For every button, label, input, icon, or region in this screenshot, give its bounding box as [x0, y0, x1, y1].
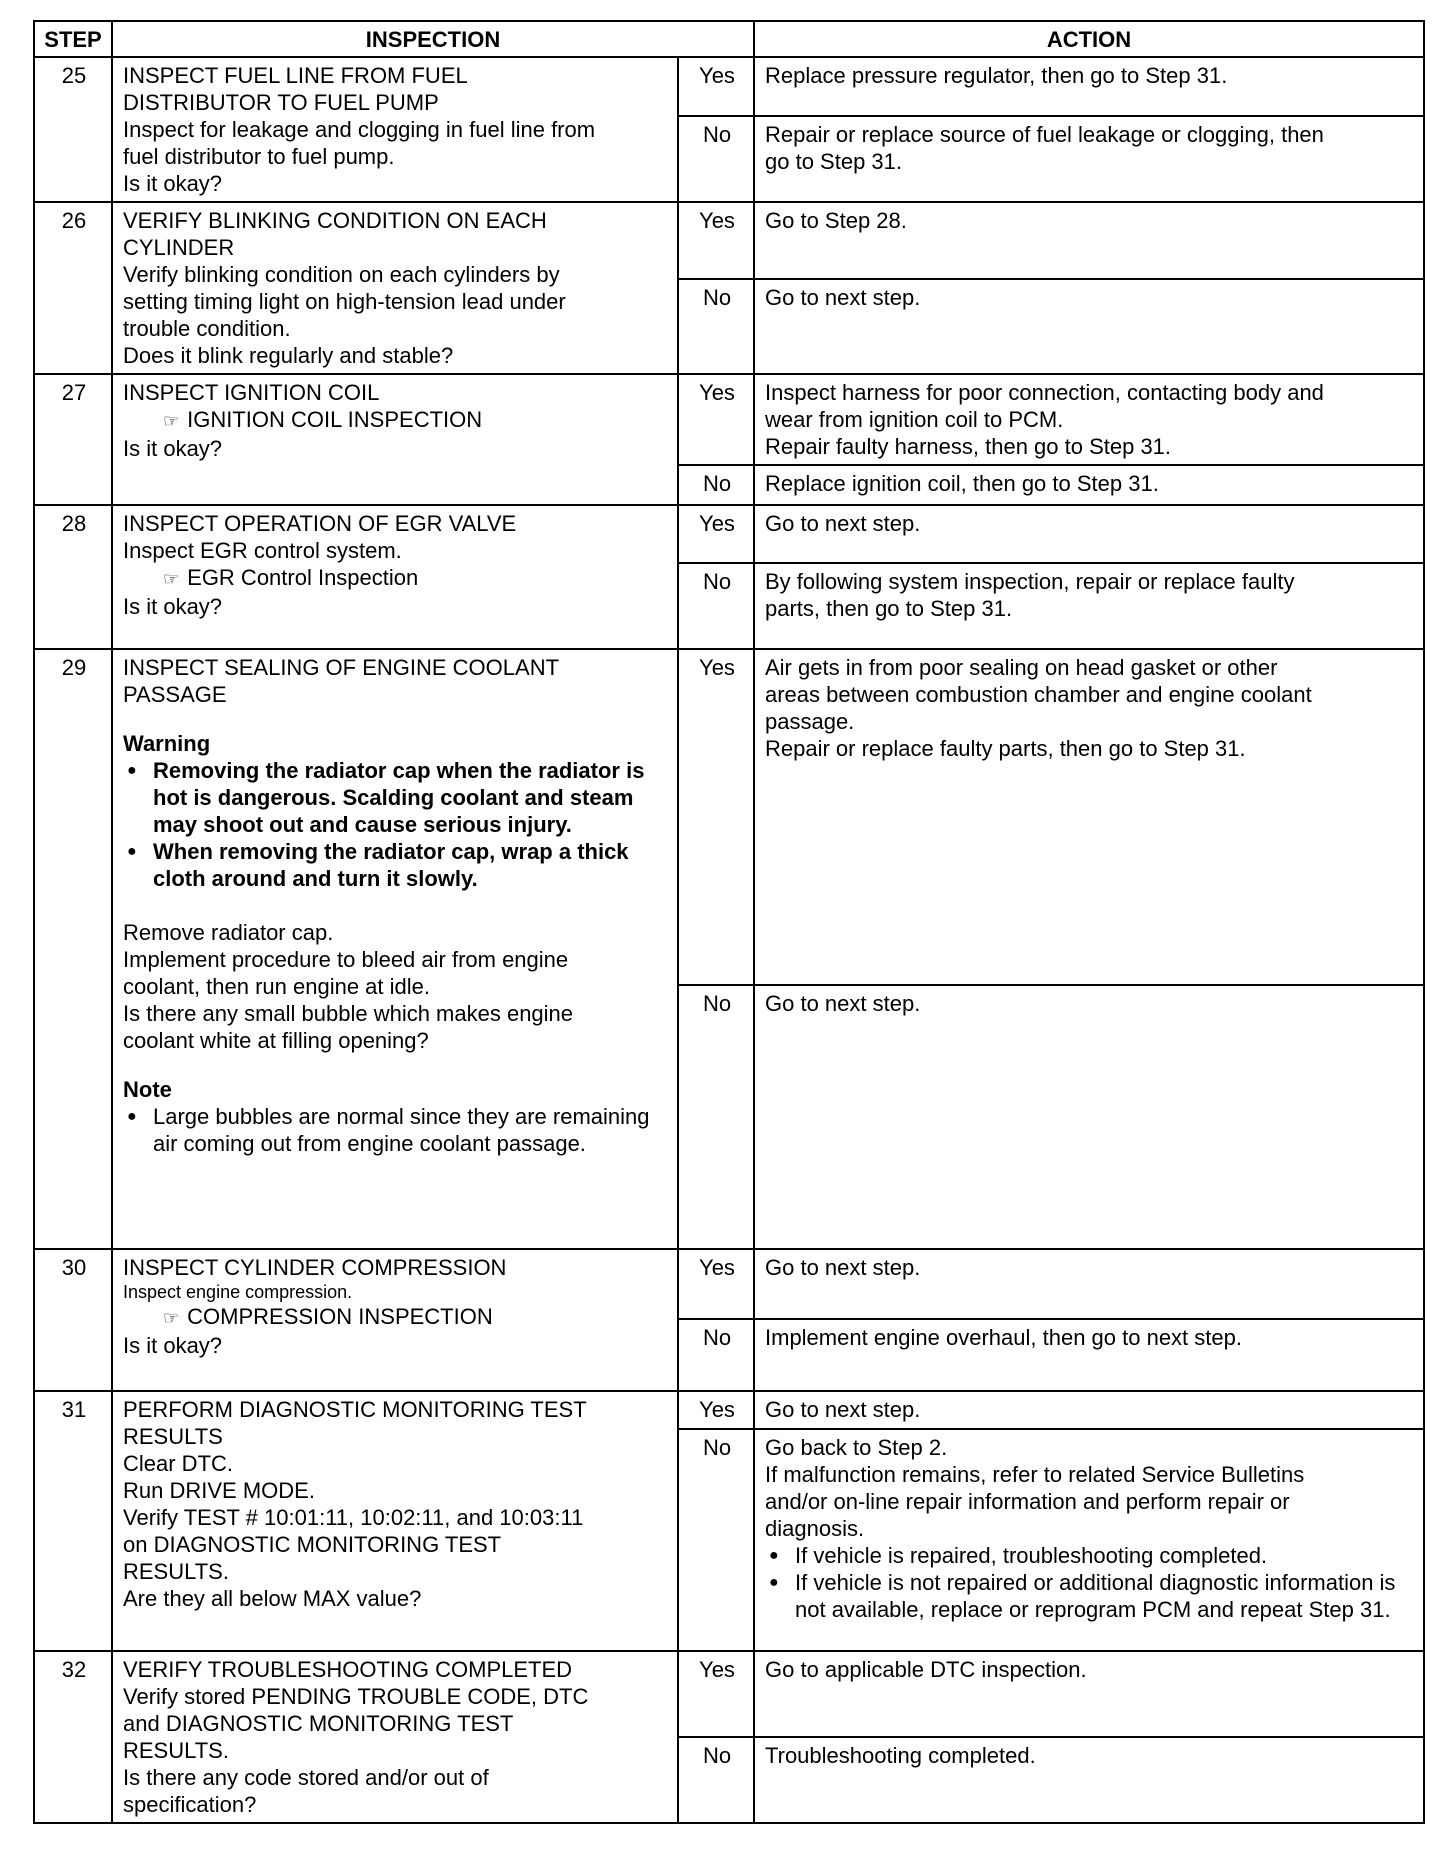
step-text: RESULTS.: [123, 1559, 229, 1584]
no-action: [754, 563, 1424, 649]
step-number: 30: [34, 1249, 112, 1391]
step-text: Is it okay?: [123, 171, 223, 196]
action-text: Implement engine overhaul, then go to next step.: [765, 1325, 1242, 1350]
header-inspection: INSPECTION: [112, 21, 754, 57]
action-bullet: ● If vehicle is not repaired or additional diagnostic information is not available, replace or reprogram PCM and repeat Step 31.: [765, 1569, 1415, 1623]
step-inspection: [112, 1249, 678, 1391]
step-text: Is it okay?: [123, 594, 223, 619]
action-text: wear from ignition coil to PCM.: [765, 407, 1064, 432]
step-number: 25: [34, 57, 112, 202]
action-text: Air gets in from poor sealing on head gasket or other: [765, 655, 1278, 680]
step-number: 29: [34, 649, 112, 1249]
yes-action: [754, 505, 1424, 563]
step-text: Inspect EGR control system.: [123, 538, 402, 563]
action-text: Repair or replace source of fuel leakage or clogging, then: [765, 122, 1324, 148]
action-text: Go to next step.: [765, 285, 921, 311]
step-title: CYLINDER: [123, 235, 235, 260]
action-text: passage.: [765, 709, 855, 734]
reference-text: COMPRESSION INSPECTION: [187, 1304, 493, 1329]
action-bullet-list: [765, 1542, 1415, 1623]
action-text: Go to next step.: [765, 991, 921, 1016]
step-text: Verify TEST # 10:01:11, 10:02:11, and 10:03:11: [123, 1505, 584, 1530]
step-title: PASSAGE: [123, 682, 227, 707]
step-number: 32: [34, 1651, 112, 1823]
warning-heading: Warning: [123, 731, 211, 756]
yes-action: [754, 374, 1424, 465]
action-text: Go to next step.: [765, 1255, 921, 1280]
yes-label: Yes: [678, 649, 754, 985]
action-text: By following system inspection, repair or replace faulty: [765, 569, 1295, 594]
action-text: Repair faulty harness, then go to Step 31.: [765, 434, 1172, 459]
action-text: Replace pressure regulator, then go to Step 31.: [765, 63, 1228, 88]
reference-link: [123, 564, 669, 593]
warning-item: ● Removing the radiator cap when the radiator is hot is dangerous. Scalding coolant and steam may shoot out and cause serious injury.: [123, 757, 669, 838]
step-text: Is there any small bubble which makes engine: [123, 1001, 574, 1026]
step-29-yes-row: [34, 649, 1424, 985]
step-inspection: [112, 1391, 678, 1651]
step-text: Is there any code stored and/or out of: [123, 1765, 489, 1790]
step-title: INSPECT OPERATION OF EGR VALVE: [123, 511, 517, 536]
no-action: [754, 1429, 1424, 1651]
step-text: Implement procedure to bleed air from engine: [123, 947, 569, 972]
step-text: Verify blinking condition on each cylinders by: [123, 262, 560, 287]
no-label: No: [678, 116, 754, 202]
step-number: 27: [34, 374, 112, 505]
step-text: Run DRIVE MODE.: [123, 1478, 315, 1503]
action-text: areas between combustion chamber and engine coolant: [765, 682, 1312, 707]
step-text: Is it okay?: [123, 436, 223, 461]
step-inspection: [112, 374, 678, 505]
step-title: DISTRIBUTOR TO FUEL PUMP: [123, 90, 439, 115]
step-text: Inspect engine compression.: [123, 1282, 353, 1302]
action-text: parts, then go to Step 31.: [765, 596, 1013, 621]
reference-text: EGR Control Inspection: [187, 565, 419, 590]
action-text: Troubleshooting completed.: [765, 1743, 1036, 1768]
step-text: specification?: [123, 1792, 257, 1817]
no-label: No: [678, 1737, 754, 1823]
yes-label: Yes: [678, 1249, 754, 1319]
pointing-hand-icon: ☞: [163, 569, 180, 589]
action-text: If malfunction remains, refer to related Service Bulletins: [765, 1462, 1305, 1487]
reference-link: [123, 406, 669, 435]
diagnostic-procedure-page: [33, 20, 1423, 1824]
action-text: Repair or replace faulty parts, then go to Step 31.: [765, 736, 1246, 761]
step-number: 31: [34, 1391, 112, 1651]
action-text: and/or on-line repair information and perform repair or: [765, 1489, 1290, 1514]
step-inspection: [112, 57, 678, 202]
step-title: INSPECT FUEL LINE FROM FUEL: [123, 63, 468, 88]
yes-label: Yes: [678, 57, 754, 116]
no-action: [754, 1737, 1424, 1823]
no-action: [754, 116, 1424, 202]
yes-action: [754, 1391, 1424, 1429]
step-26-yes-row: [34, 202, 1424, 279]
yes-action: [754, 1651, 1424, 1737]
action-bullet: ● If vehicle is repaired, troubleshooting completed.: [765, 1542, 1415, 1569]
step-28-yes-row: [34, 505, 1424, 563]
yes-label: Yes: [678, 374, 754, 465]
note-list: [123, 1103, 669, 1157]
step-inspection: [112, 1651, 678, 1823]
step-text: Are they all below MAX value?: [123, 1586, 422, 1611]
no-action: [754, 465, 1424, 505]
step-inspection: [112, 505, 678, 649]
no-label: No: [678, 279, 754, 374]
reference-text: IGNITION COIL INSPECTION: [187, 407, 483, 432]
step-text: trouble condition.: [123, 316, 291, 341]
yes-action: [754, 649, 1424, 985]
step-32-yes-row: [34, 1651, 1424, 1737]
step-number: 28: [34, 505, 112, 649]
step-inspection: [112, 202, 678, 374]
step-text: and DIAGNOSTIC MONITORING TEST: [123, 1711, 514, 1736]
yes-action: [754, 202, 1424, 279]
warning-list: [123, 757, 669, 892]
step-title: INSPECT IGNITION COIL: [123, 380, 380, 405]
step-text: Is it okay?: [123, 1333, 223, 1358]
step-text: Verify stored PENDING TROUBLE CODE, DTC: [123, 1684, 589, 1709]
action-text: Inspect harness for poor connection, contacting body and: [765, 380, 1324, 405]
no-label: No: [678, 1319, 754, 1391]
action-text: Go to next step.: [765, 511, 921, 536]
no-action: [754, 985, 1424, 1249]
step-27-yes-row: [34, 374, 1424, 465]
yes-label: Yes: [678, 1391, 754, 1429]
action-text: diagnosis.: [765, 1516, 865, 1541]
action-text: Go back to Step 2.: [765, 1435, 948, 1460]
step-text: RESULTS.: [123, 1738, 229, 1763]
step-text: on DIAGNOSTIC MONITORING TEST: [123, 1532, 502, 1557]
step-title: RESULTS: [123, 1424, 223, 1449]
step-title: INSPECT SEALING OF ENGINE COOLANT: [123, 655, 560, 680]
action-text: Go to applicable DTC inspection.: [765, 1657, 1087, 1682]
step-title: VERIFY TROUBLESHOOTING COMPLETED: [123, 1657, 573, 1682]
pointing-hand-icon: ☞: [163, 411, 180, 431]
action-text: Replace ignition coil, then go to Step 31.: [765, 471, 1159, 496]
reference-link: [123, 1303, 669, 1332]
step-title: INSPECT CYLINDER COMPRESSION: [123, 1255, 507, 1280]
yes-action: [754, 1249, 1424, 1319]
no-action: [754, 279, 1424, 374]
no-action: [754, 1319, 1424, 1391]
header-action: ACTION: [754, 21, 1424, 57]
step-title: PERFORM DIAGNOSTIC MONITORING TEST: [123, 1397, 587, 1422]
step-text: Inspect for leakage and clogging in fuel line from: [123, 117, 596, 142]
step-text: Remove radiator cap.: [123, 920, 334, 945]
step-text: setting timing light on high-tension lead under: [123, 289, 566, 314]
note-item: ● Large bubbles are normal since they are remaining air coming out from engine coolant passage.: [123, 1103, 669, 1157]
table-header-row: [34, 21, 1424, 57]
pointing-hand-icon: ☞: [163, 1308, 180, 1328]
action-text: Go to next step.: [765, 1397, 921, 1422]
yes-label: Yes: [678, 1651, 754, 1737]
no-label: No: [678, 1429, 754, 1651]
step-text: coolant white at filling opening?: [123, 1028, 429, 1053]
step-number: 26: [34, 202, 112, 374]
step-25-yes-row: [34, 57, 1424, 116]
step-title: VERIFY BLINKING CONDITION ON EACH: [123, 208, 547, 233]
step-30-yes-row: [34, 1249, 1424, 1319]
step-text: fuel distributor to fuel pump.: [123, 144, 395, 169]
header-step: STEP: [34, 21, 112, 57]
diagnostic-table: [33, 20, 1425, 1824]
no-label: No: [678, 465, 754, 505]
step-text: coolant, then run engine at idle.: [123, 974, 431, 999]
yes-label: Yes: [678, 202, 754, 279]
step-31-yes-row: [34, 1391, 1424, 1429]
step-inspection: [112, 649, 678, 1249]
action-text: Go to Step 28.: [765, 208, 907, 233]
yes-action: [754, 57, 1424, 116]
warning-item: ● When removing the radiator cap, wrap a thick cloth around and turn it slowly.: [123, 838, 669, 892]
note-heading: Note: [123, 1077, 172, 1102]
step-text: Clear DTC.: [123, 1451, 234, 1476]
action-text: go to Step 31.: [765, 149, 902, 175]
no-label: No: [678, 563, 754, 649]
step-text: Does it blink regularly and stable?: [123, 343, 454, 368]
yes-label: Yes: [678, 505, 754, 563]
no-label: No: [678, 985, 754, 1249]
